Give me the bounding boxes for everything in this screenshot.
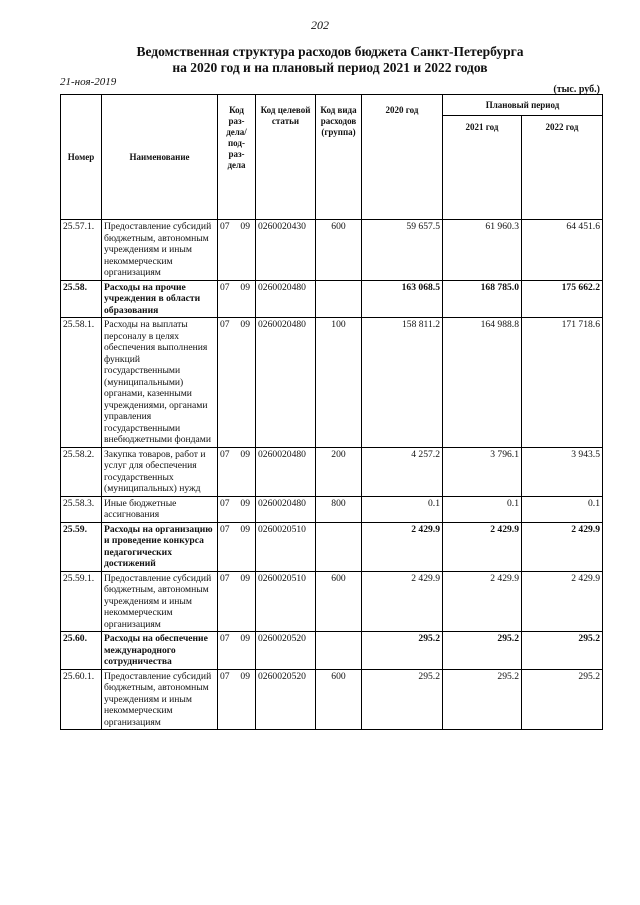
table-row <box>61 447 603 496</box>
row-amount-2020: 2 429.9 <box>362 571 443 632</box>
row-name: Расходы на выплаты персоналу в целях обеспечения выполнения функций государственными (муниципальными) органами, казенными учреждениями, органами управления государственными внебюджетными фондами <box>102 318 218 448</box>
row-number: 25.60. <box>61 632 102 670</box>
row-amount-2020: 0.1 <box>362 496 443 522</box>
row-amount-2020: 295.2 <box>362 632 443 670</box>
row-name: Предоставление субсидий бюджетным, автономным учреждениям и иным некоммерческим организациям <box>102 571 218 632</box>
row-expense-type: 600 <box>316 220 362 281</box>
row-expense-type: 600 <box>316 669 362 730</box>
table-row <box>61 669 603 730</box>
row-section: 07 <box>220 319 230 330</box>
document-title <box>60 44 600 76</box>
row-target-code: 0260020430 <box>256 220 316 281</box>
row-subsection: 09 <box>240 670 250 682</box>
row-subsection: 09 <box>240 633 250 644</box>
row-section: 07 <box>220 523 230 535</box>
title-line-2: на 2020 год и на плановый период 2021 и 2022 годов <box>172 60 488 75</box>
header-year-2020: 2020 год <box>362 95 443 220</box>
table-body <box>61 220 603 730</box>
row-expense-type <box>316 632 362 670</box>
header-target-code: Код целевой статьи <box>256 95 316 220</box>
row-section-code <box>218 220 256 281</box>
row-expense-type: 800 <box>316 496 362 522</box>
row-section-code <box>218 522 256 571</box>
row-subsection: 09 <box>240 281 250 293</box>
row-section-code <box>218 571 256 632</box>
header-name: Наименование <box>102 95 218 220</box>
row-section-code <box>218 447 256 496</box>
row-amount-2022: 171 718.6 <box>522 318 603 448</box>
title-line-1: Ведомственная структура расходов бюджета Санкт-Петербурга <box>136 44 524 59</box>
row-number: 25.58. <box>61 280 102 318</box>
row-amount-2022: 2 429.9 <box>522 522 603 571</box>
row-amount-2022: 2 429.9 <box>522 571 603 632</box>
row-amount-2020: 163 068.5 <box>362 280 443 318</box>
row-target-code: 0260020520 <box>256 669 316 730</box>
page-number: 202 <box>311 18 329 32</box>
row-target-code: 0260020520 <box>256 632 316 670</box>
row-target-code: 0260020510 <box>256 571 316 632</box>
row-amount-2022: 0.1 <box>522 496 603 522</box>
row-expense-type <box>316 522 362 571</box>
row-number: 25.58.3. <box>61 496 102 522</box>
row-name: Закупка товаров, работ и услуг для обеспечения государственных (муниципальных) нужд <box>102 447 218 496</box>
header-number: Номер <box>61 95 102 220</box>
table-row <box>61 220 603 281</box>
row-section: 07 <box>220 221 230 232</box>
row-amount-2020: 59 657.5 <box>362 220 443 281</box>
row-number: 25.57.1. <box>61 220 102 281</box>
row-expense-type: 200 <box>316 447 362 496</box>
row-section: 07 <box>220 572 230 584</box>
header-year-2022: 2022 год <box>522 116 603 220</box>
row-section-code <box>218 632 256 670</box>
row-amount-2022: 3 943.5 <box>522 447 603 496</box>
row-name: Иные бюджетные ассигнования <box>102 496 218 522</box>
row-target-code: 0260020480 <box>256 447 316 496</box>
row-subsection: 09 <box>240 523 250 535</box>
row-target-code: 0260020480 <box>256 280 316 318</box>
row-name: Расходы на организацию и проведение конкурса педагогических достижений <box>102 522 218 571</box>
row-section-code <box>218 496 256 522</box>
row-number: 25.60.1. <box>61 669 102 730</box>
table-row <box>61 496 603 522</box>
row-expense-type <box>316 280 362 318</box>
row-amount-2020: 158 811.2 <box>362 318 443 448</box>
header-expense-type-code: Код вида расходов (группа) <box>316 95 362 220</box>
row-section: 07 <box>220 497 230 509</box>
row-number: 25.59. <box>61 522 102 571</box>
row-amount-2021: 295.2 <box>443 669 522 730</box>
row-amount-2022: 64 451.6 <box>522 220 603 281</box>
row-amount-2021: 164 988.8 <box>443 318 522 448</box>
row-amount-2021: 0.1 <box>443 496 522 522</box>
table-row <box>61 318 603 448</box>
row-subsection: 09 <box>240 572 250 584</box>
row-amount-2020: 4 257.2 <box>362 447 443 496</box>
row-amount-2021: 2 429.9 <box>443 571 522 632</box>
row-subsection: 09 <box>240 319 250 330</box>
row-section: 07 <box>220 670 230 682</box>
table-row <box>61 632 603 670</box>
row-number: 25.58.2. <box>61 447 102 496</box>
row-section: 07 <box>220 633 230 644</box>
row-target-code: 0260020510 <box>256 522 316 571</box>
row-subsection: 09 <box>240 221 250 232</box>
row-section: 07 <box>220 448 230 460</box>
row-amount-2022: 295.2 <box>522 632 603 670</box>
row-section-code <box>218 280 256 318</box>
row-subsection: 09 <box>240 448 250 460</box>
table-row <box>61 571 603 632</box>
row-amount-2022: 175 662.2 <box>522 280 603 318</box>
row-amount-2021: 168 785.0 <box>443 280 522 318</box>
row-amount-2022: 295.2 <box>522 669 603 730</box>
row-section: 07 <box>220 281 230 293</box>
table-row <box>61 280 603 318</box>
document-date: 21-ноя-2019 <box>60 76 117 88</box>
row-target-code: 0260020480 <box>256 496 316 522</box>
table-header-row <box>61 95 603 116</box>
row-name: Расходы на обеспечение международного сотрудничества <box>102 632 218 670</box>
header-planned-period: Плановый период <box>443 95 603 116</box>
row-expense-type: 100 <box>316 318 362 448</box>
row-amount-2021: 295.2 <box>443 632 522 670</box>
row-amount-2020: 2 429.9 <box>362 522 443 571</box>
row-section-code <box>218 669 256 730</box>
row-expense-type: 600 <box>316 571 362 632</box>
table-row <box>61 522 603 571</box>
row-name: Предоставление субсидий бюджетным, автономным учреждениям и иным некоммерческим организациям <box>102 220 218 281</box>
row-number: 25.58.1. <box>61 318 102 448</box>
row-target-code: 0260020480 <box>256 318 316 448</box>
row-amount-2020: 295.2 <box>362 669 443 730</box>
row-section-code <box>218 318 256 448</box>
header-year-2021: 2021 год <box>443 116 522 220</box>
row-number: 25.59.1. <box>61 571 102 632</box>
row-amount-2021: 2 429.9 <box>443 522 522 571</box>
header-section-code: Код раз- дела/ под- раз- дела <box>218 95 256 220</box>
row-amount-2021: 61 960.3 <box>443 220 522 281</box>
row-subsection: 09 <box>240 497 250 509</box>
row-name: Предоставление субсидий бюджетным, автономным учреждениям и иным некоммерческим организациям <box>102 669 218 730</box>
row-amount-2021: 3 796.1 <box>443 447 522 496</box>
units-label: (тыс. руб.) <box>553 84 600 95</box>
budget-table <box>60 94 603 730</box>
row-name: Расходы на прочие учреждения в области образования <box>102 280 218 318</box>
